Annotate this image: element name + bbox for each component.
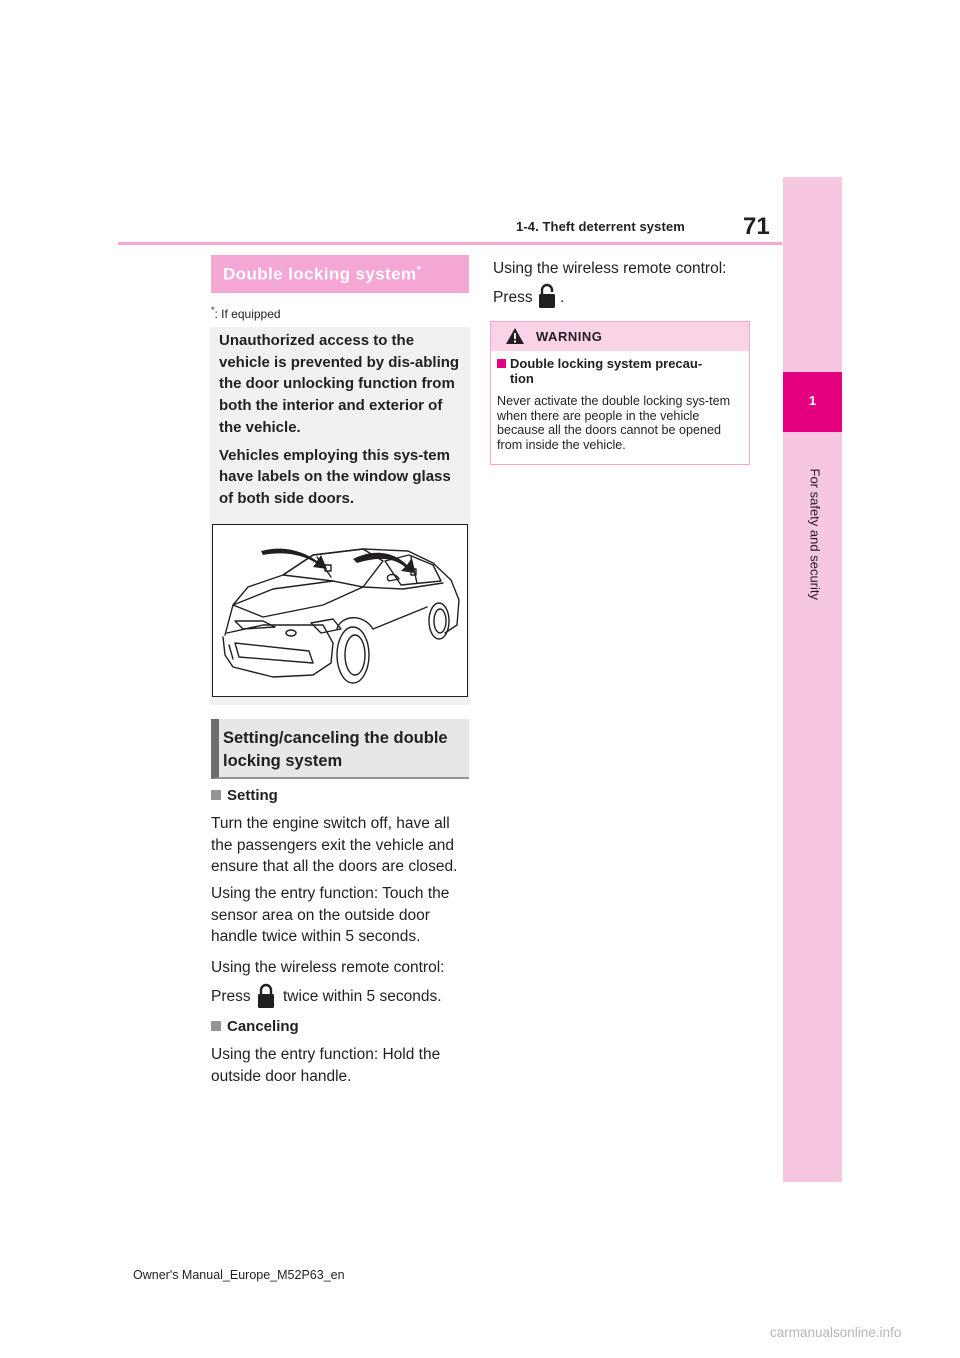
section-title: Double locking system* (223, 264, 422, 284)
section-breadcrumb: 1-4. Theft deterrent system (516, 219, 685, 234)
section-title-banner (211, 255, 469, 293)
canceling-paragraph: Using the wireless remote control: (493, 260, 727, 277)
chapter-side-tab (783, 177, 842, 1182)
intro-paragraph: Unauthorized access to the vehicle is prevented by dis-abling the door unlocking function from both the interior and exterior of the vehicle. (219, 332, 460, 436)
setting-paragraph: Using the entry function: Touch the sensor area on the outside door handle twice within 5 seconds. (211, 885, 450, 946)
intro-text (219, 330, 464, 516)
warning-heading: Double locking system precau- tion (497, 356, 742, 386)
unlock-icon (538, 283, 556, 314)
page-number: 71 (743, 213, 770, 240)
setting-press-label: Press (211, 988, 251, 1005)
warning-box (490, 321, 750, 465)
subsection-title: Setting/canceling the double locking system (223, 729, 448, 770)
setting-paragraph: Turn the engine switch off, have all the passengers exit the vehicle and ensure that all the doors are closed. (211, 815, 458, 876)
intro-paragraph: Vehicles employing this sys-tem have labels on the window glass of both side doors. (219, 446, 451, 507)
canceling-press-suffix: . (560, 289, 565, 306)
footer-manual-id: Owner's Manual_Europe_M52P63_en (133, 1268, 345, 1282)
canceling-paragraph: Using the entry function: Hold the outside door handle. (211, 1046, 441, 1085)
lock-icon (257, 983, 275, 1014)
warning-header (491, 322, 749, 351)
setting-paragraph: Using the wireless remote control: (211, 959, 445, 976)
bullet-square-icon (497, 359, 506, 368)
title-asterisk: * (416, 264, 422, 276)
car-illustration-drawing (213, 525, 467, 696)
subsection-title-banner (211, 719, 469, 779)
bullet-square-icon (211, 790, 221, 800)
footnote: *: If equipped (211, 305, 281, 321)
chapter-number: 1 (808, 393, 817, 408)
car-illustration (212, 524, 468, 697)
canceling-heading: Canceling (211, 1018, 299, 1035)
chapter-title: For safety and security (807, 468, 823, 600)
setting-press-suffix: twice within 5 seconds. (283, 988, 442, 1005)
canceling-press-label: Press (493, 289, 533, 306)
warning-label: WARNING (536, 329, 603, 344)
bullet-square-icon (211, 1021, 221, 1031)
setting-heading: Setting (211, 787, 278, 804)
warning-triangle-icon (505, 327, 525, 345)
header-divider (118, 242, 782, 245)
warning-text: Never activate the double locking sys-tem when there are people in the vehicle because all the doors cannot be opened from inside the vehicle. (497, 394, 731, 452)
watermark: carmanualsonline.info (770, 1325, 902, 1340)
